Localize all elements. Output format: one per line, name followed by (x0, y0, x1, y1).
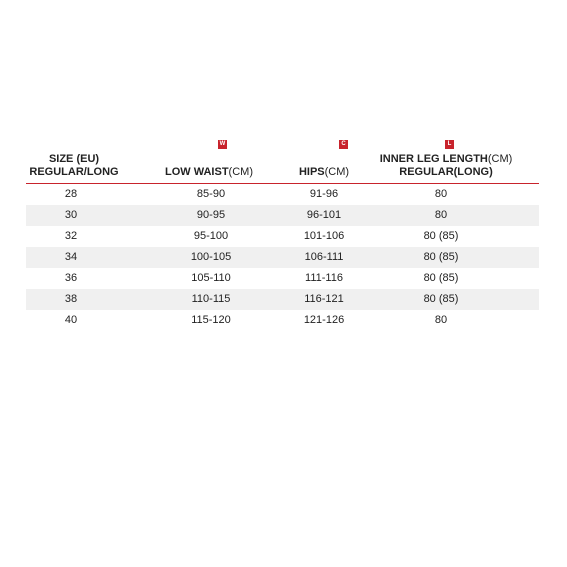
table-header (26, 152, 539, 184)
size-cell: 28 (64, 188, 78, 200)
hips-cell: 101-106 (303, 230, 345, 242)
hips-cell: 121-126 (303, 314, 345, 326)
size-cell: 36 (64, 272, 78, 284)
hips-cell: 91-96 (309, 188, 339, 200)
badge-row (26, 138, 539, 152)
waist-header (146, 166, 272, 179)
hips-header-label: HIPS (298, 166, 325, 178)
waist-cell: 105-110 (191, 272, 231, 284)
leg-cell: 80 (434, 188, 448, 200)
table-row (26, 268, 539, 289)
size-cell: 34 (64, 251, 78, 263)
waist-cell: 100-105 (190, 251, 232, 263)
table-row (26, 247, 539, 268)
table-row (26, 205, 539, 226)
hips-header (274, 166, 374, 179)
hips-cell: 116-121 (304, 293, 344, 305)
waist-cell: 110-115 (191, 293, 231, 305)
waist-cell: 115-120 (191, 314, 231, 326)
leg-header-label: INNER LEG LENGTH (379, 153, 488, 165)
hips-cell: 106-111 (304, 251, 344, 263)
waist-header-label: LOW WAIST (165, 166, 229, 178)
hips-badge: C (339, 140, 348, 149)
waist-cell: 95-100 (193, 230, 229, 242)
size-header (26, 153, 122, 179)
leg-cell: 80 (85) (423, 272, 459, 284)
table-row (26, 226, 539, 247)
leg-header (366, 153, 526, 179)
size-header-line2: REGULAR/LONG (29, 166, 119, 178)
leg-badge: L (445, 140, 454, 149)
size-cell: 38 (64, 293, 78, 305)
waist-header-unit: (CM) (228, 166, 253, 178)
table-row (26, 310, 539, 331)
size-header-line1: SIZE (EU) (48, 153, 100, 165)
leg-header-line2: REGULAR(LONG) (399, 166, 493, 178)
hips-cell: 111-116 (305, 272, 343, 284)
size-cell: 40 (64, 314, 78, 326)
waist-cell: 90-95 (196, 209, 226, 221)
leg-header-unit: (CM) (487, 153, 513, 165)
size-cell: 30 (64, 209, 78, 221)
waist-cell: 85-90 (196, 188, 226, 200)
leg-cell: 80 (85) (423, 230, 459, 242)
size-chart (26, 138, 539, 331)
leg-cell: 80 (434, 314, 448, 326)
table-row (26, 289, 539, 310)
table-body (26, 184, 539, 331)
size-cell: 32 (64, 230, 78, 242)
hips-header-unit: (CM) (324, 166, 350, 178)
hips-cell: 96-101 (306, 209, 342, 221)
table-row (26, 184, 539, 205)
leg-cell: 80 (434, 209, 448, 221)
leg-cell: 80 (85) (423, 251, 459, 263)
waist-badge: W (219, 141, 226, 147)
leg-cell: 80 (85) (423, 293, 459, 305)
